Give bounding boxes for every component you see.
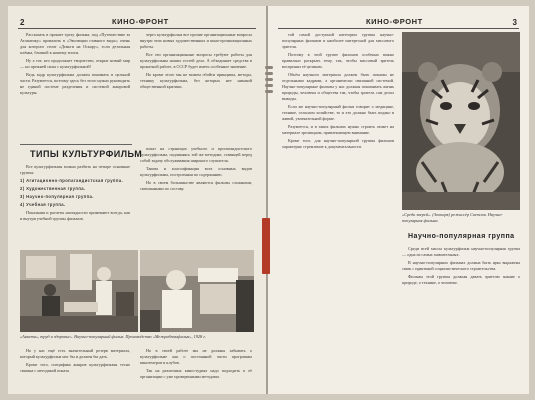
- bottom-text-column-2: [140, 348, 252, 390]
- section-title: ТИПЫ КУЛЬТУРФИЛЬМ: [30, 149, 143, 159]
- top-text-column-2: [140, 32, 252, 142]
- mid-text-column-1: [20, 164, 130, 248]
- paragraph: Поэтому в этой группе фильмов особенно важно правильно раскрыть тему, так, чтобы массовый зритель воспринял её целиком.: [282, 52, 394, 69]
- binding-spiral: [265, 6, 273, 394]
- paragraph: Ну а тот, кто продолжает творчество, открыт новый мир — но прежней силы с культурфильмой!: [20, 58, 130, 69]
- paragraph: Такова и классификация всех основных видов культурфильмы, построенная по содержанию.: [140, 166, 252, 177]
- bottom-text-column-1: [20, 348, 130, 390]
- photo-caption: «Среди зверей». (Зоопарк) режиссёр Светлов. Научно-популярная фильма.: [402, 212, 503, 223]
- paragraph: Среди всей массы культурфильм научно-популярная группа — одна из самых значительных.: [402, 246, 520, 257]
- page-number: 3: [512, 18, 517, 27]
- photo-caption: «Анкета», труд и здоровье». Научно-популярный фильм. Производство «Межрабпомфильм», 1928 г.: [20, 334, 206, 339]
- paragraph: той самой доступной категории группы научно-популярных фильмов и наиболее интересной для массового зрителя.: [282, 32, 394, 49]
- mid-text-column-2: [140, 146, 252, 246]
- paragraph: Показания и расчеты наглядности применяют всегда, как и внутри учебной группы фильмов.: [20, 210, 130, 221]
- paragraph: Рассказать в прокате треху фильма, под «Путешествие за Атлантику» провалить в «Эволюции главного вида»; очень для которого стоит «Деньги на Оскару», если детальная плёнка, близкой к нашему эпохи.: [20, 32, 130, 55]
- paragraph: Разумеется, и в таких фильмах нужно строить сюжет на материале зрелищном, привлекающем внимание.: [282, 124, 394, 135]
- paragraph: Так на различных киностудиях надо подходить к её организации с уже проверенными методами.: [140, 368, 252, 379]
- red-bookmark: [262, 218, 270, 274]
- section-title: Научно-популярная группа: [408, 233, 515, 240]
- paragraph: Но в своем большинстве являются фильмы сложными, смешанными по составу.: [140, 180, 252, 191]
- tiger-photo: [402, 32, 520, 210]
- paragraph: Но кроме этого мы не можем обойти принципы, методы, технику культурфильма, без которых нет никакой общественной критики.: [140, 72, 252, 89]
- running-head: КИНО-ФРОНТ: [112, 17, 169, 26]
- right-page: [268, 6, 529, 394]
- list-item: 2) Художественная группа.: [20, 186, 86, 191]
- text-column-1: [282, 32, 394, 390]
- paragraph: Но в своей работе мы не должны забывать о культурфильме как о постоянной части программы кинотеатров и клубов.: [140, 348, 252, 365]
- paragraph: Но у нас ещё есть значительный резерв материала, который культурфильм мог бы и должен бы дать.: [20, 348, 130, 359]
- running-head: КИНО-ФРОНТ: [366, 17, 423, 26]
- paragraph: через культурфильм все прочие организационные вопросы внутри этих новых художественных и кино-организационных работы.: [140, 32, 252, 49]
- text-column-2: [402, 246, 520, 390]
- binding-ring: [265, 72, 273, 75]
- film-still-photo-right: [140, 250, 254, 332]
- list-item: 4) Учебная группа.: [20, 202, 66, 207]
- film-still-photo-left: [20, 250, 138, 332]
- paragraph: Ведь кадр культурфильма должен понимать в цельной части. Разумеется, поэтому здесь без этого нужно руководить не единой системе разделения и системой жанровой культуры.: [20, 72, 130, 95]
- list-item: 3) Научно-популярная группа.: [20, 194, 94, 199]
- paragraph: Фильмы этой группы должны давать зрителю знание о природе, о технике, о человеке.: [402, 274, 520, 285]
- section-rule: [20, 144, 132, 145]
- paragraph: Объём научного материала должен быть показан не отдельными кадрами, а органически связанной системой. Научно-популярные фильмы у нас должны показывать жизнь природы, человека и общества так, чтобы зритель сам делал выводы.: [282, 72, 394, 101]
- paragraph: В научно-популярных фильмах должна быть ярко выражена связь с практикой социалистического строительства.: [402, 260, 520, 271]
- paragraph: Все культурфильмы можно разбить на четыре основные группы:: [20, 164, 130, 175]
- header-rule: [278, 28, 519, 29]
- paragraph: Если же научно-популярный фильм говорит о медицине, технике, сельском хозяйстве, то и это должно быть подано в живой, увлекательной форме.: [282, 104, 394, 121]
- binding-ring: [265, 78, 273, 81]
- page-number: 2: [20, 18, 25, 27]
- binding-ring: [265, 84, 273, 87]
- top-text-column-1: [20, 32, 130, 142]
- binding-ring: [265, 90, 273, 93]
- header-rule: [18, 28, 256, 29]
- paragraph: Кроме того, для научно-популярной группы фильмов характерно стремление к документальности.: [282, 138, 394, 149]
- paragraph: показ на страницах учебного и пропагандистского культурфильма, подчиняясь той же методике, ставящей перед собой задачу обслуживания широкого слушателя.: [140, 146, 252, 163]
- binding-ring: [265, 66, 273, 69]
- list-item: 1) Агитационно-пропагандистская группа.: [20, 178, 124, 183]
- paragraph: Кроме того, специфика жанров культурфильмы тесно связана с методикой показа.: [20, 362, 130, 373]
- paragraph: Все эти организационные вопросы требуют работы для культурфильмы наших гостей дела. А объединяет средства в прокатной работе, в СССР будет иметь особенное значение.: [140, 52, 252, 69]
- left-page: [8, 6, 266, 394]
